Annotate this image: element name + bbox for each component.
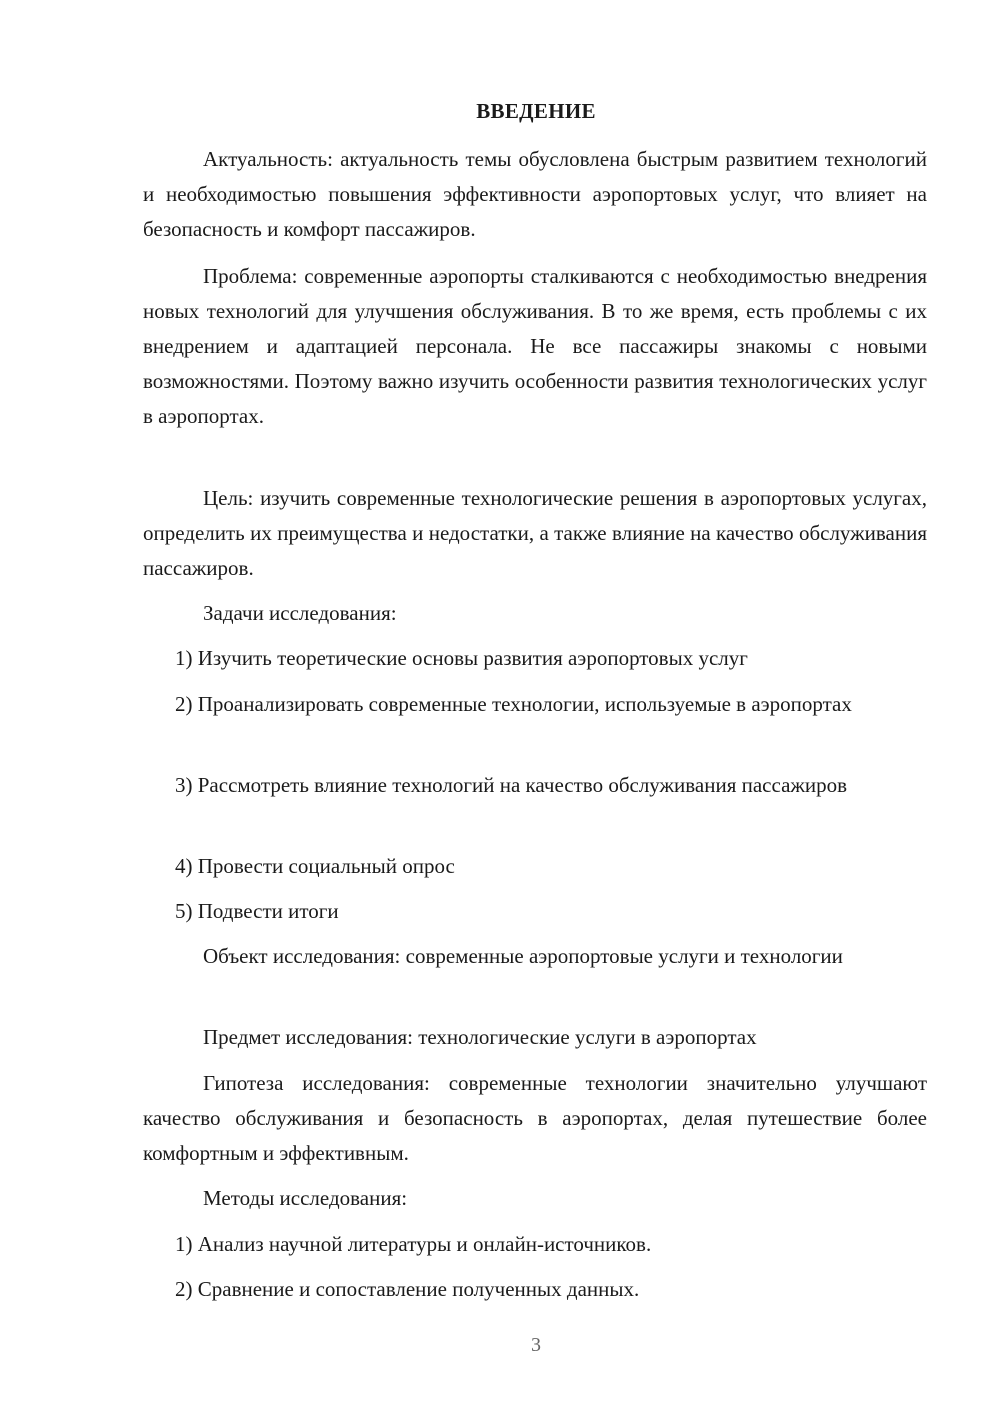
method-item-1: 1) Анализ научной литературы и онлайн-источников.	[175, 1232, 652, 1256]
task-item-1: 1) Изучить теоретические основы развития аэропортовых услуг	[175, 646, 748, 670]
page-number: 3	[531, 1334, 541, 1356]
method-item-2: 2) Сравнение и сопоставление полученных данных.	[175, 1277, 640, 1301]
object-paragraph: Объект исследования: современные аэропортовые услуги и технологии	[203, 944, 843, 968]
relevance-paragraph: Актуальность: актуальность темы обусловлена быстрым развитием технологий и необходимостью повышения эффективности аэропортовых услуг, что влияет на безопасность и комфорт пассажиров.	[143, 147, 927, 241]
methods-title: Методы исследования:	[203, 1186, 408, 1210]
task-item-5: 5) Подвести итоги	[175, 899, 339, 923]
task-item-2: 2) Проанализировать современные технологии, используемые в аэропортах	[175, 692, 852, 716]
problem-paragraph: Проблема: современные аэропорты сталкиваются с необходимостью внедрения новых технологий для улучшения обслуживания. В то же время, есть проблемы с их внедрением и адаптацией персонала. Не все пассажиры знакомы с новыми возможностями. Поэтому важно изучить особенности развития технологических услуг в аэропортах.	[143, 264, 927, 428]
tasks-title: Задачи исследования:	[203, 601, 397, 625]
goal-paragraph: Цель: изучить современные технологические решения в аэропортовых услугах, определить их преимущества и недостатки, а также влияние на качество обслуживания пассажиров.	[143, 486, 927, 580]
task-item-3: 3) Рассмотреть влияние технологий на качество обслуживания пассажиров	[175, 773, 848, 797]
hypothesis-paragraph: Гипотеза исследования: современные технологии значительно улучшают качество обслуживания и безопасность в аэропортах, делая путешествие более комфортным и эффективным.	[143, 1071, 927, 1165]
subject-paragraph: Предмет исследования: технологические услуги в аэропортах	[203, 1025, 757, 1049]
page-title: ВВЕДЕНИЕ	[476, 99, 596, 123]
task-item-4: 4) Провести социальный опрос	[175, 854, 455, 878]
